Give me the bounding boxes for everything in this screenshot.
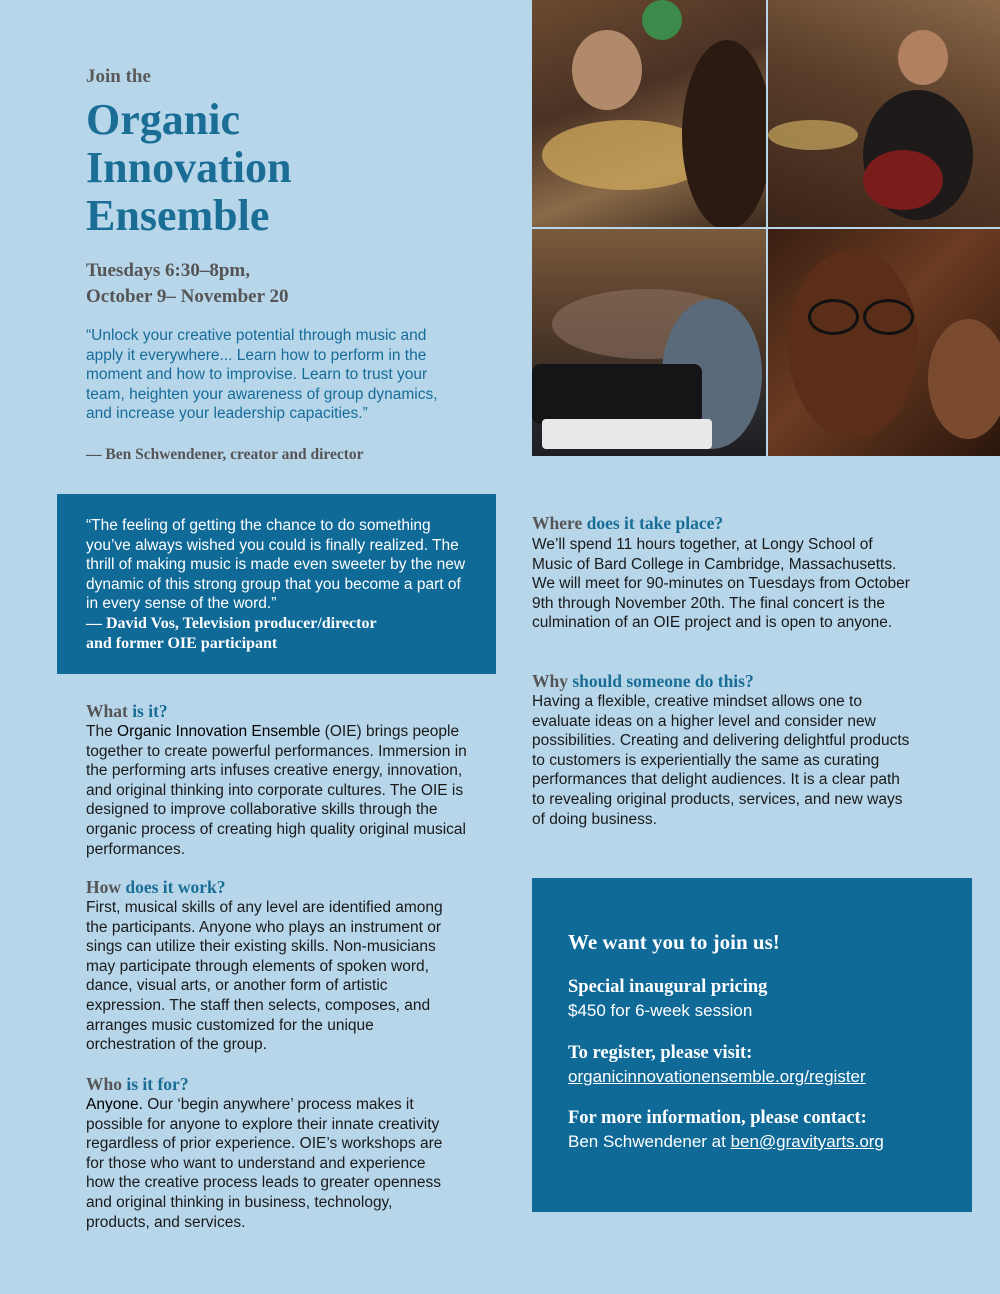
register-link[interactable]: organicinnovationensemble.org/register (568, 1067, 866, 1086)
schedule-line-1: Tuesdays 6:30–8pm, (86, 260, 251, 281)
pricing-text: $450 for 6-week session (568, 1001, 753, 1020)
contact-email-link[interactable]: ben@gravityarts.org (730, 1132, 884, 1151)
section-why-body: Having a flexible, creative mindset allows one to evaluate ideas on a higher level and consider new possibilities. Creating and delivering delightful products to customers is experientially the same as curating performances that delight audiences. It is a clear path to revealing original products, services, and new ways of doing business. (532, 693, 910, 828)
section-how-heading (86, 877, 226, 898)
info-line (568, 1132, 884, 1152)
title-line-1: Organic (86, 95, 240, 144)
register-heading: To register, please visit: (568, 1043, 753, 1063)
section-who-body (86, 1095, 456, 1232)
section-what-heading (86, 701, 168, 722)
photo-bass-player (768, 0, 1000, 227)
photo-collage (532, 0, 1000, 456)
director-quote-attribution: — Ben Schwendener, creator and director (86, 446, 364, 463)
section-how-accent: does it work? (125, 877, 226, 897)
section-what-body-strong: Organic Innovation Ensemble (117, 723, 321, 740)
section-how-body: First, musical skills of any level are identified among the participants. Anyone who plays an instrument or sings can utilize their existing skills. Non-musicians may participate through elements of spoken word, dance, visual arts, or another form of artistic expression. The staff then selects, composes, and arranges music customized for the unique orchestration of the group. (86, 899, 443, 1054)
section-where-accent: does it take place? (586, 513, 724, 533)
section-who-body-post: Our ‘begin anywhere’ process makes it possible for anyone to explore their innate creativity regardless of prior experience. OIE’s workshops are for those who want to understand and experience how the creative process leads to greater openness and original thinking in business, technology, products, and services. (86, 1096, 443, 1231)
intro-label: Join the (86, 66, 151, 87)
schedule (86, 258, 288, 310)
photo-musician-closeup (768, 229, 1000, 456)
testimonial-attribution-line-2: and former OIE participant (86, 635, 278, 652)
section-what-body-pre: The (86, 723, 118, 740)
section-where-body: We’ll spend 11 hours together, at Longy School of Music of Bard College in Cambridge, Massachusetts. We will meet for 90-minutes on Tuesdays from October 9th through November 20th. The final concert is the culmination of an OIE project and is open to anyone. (532, 536, 910, 632)
info-heading: For more information, please contact: (568, 1108, 867, 1128)
section-what-accent: is it? (132, 701, 168, 721)
info-text: Ben Schwendener at (568, 1132, 731, 1151)
section-how-lead: How (86, 877, 121, 897)
section-who-accent: is it for? (126, 1074, 189, 1094)
section-what-body (86, 722, 471, 859)
page-title (86, 96, 516, 240)
title-line-3: Ensemble (86, 191, 270, 240)
section-who-heading (86, 1074, 189, 1095)
director-quote: “Unlock your creative potential through music and apply it everywhere... Learn how to perform in the moment and how to improvise. Learn to trust your team, heighten your awareness of group dynamics, and increase your leadership capacities.” (86, 327, 438, 423)
section-what-lead: What (86, 701, 128, 721)
section-why-heading (532, 671, 754, 692)
photo-drummer-cymbal (532, 0, 766, 227)
section-where-lead: Where (532, 513, 583, 533)
section-why-accent: should someone do this? (572, 671, 754, 691)
section-where-heading (532, 513, 723, 534)
section-who-lead: Who (86, 1074, 122, 1094)
section-who-body-strong: Anyone. (86, 1096, 143, 1113)
section-why-lead: Why (532, 671, 568, 691)
title-line-2: Innovation (86, 143, 292, 192)
testimonial-attribution (86, 614, 486, 654)
schedule-line-2: October 9– November 20 (86, 286, 289, 307)
section-what-body-post: (OIE) brings people together to create powerful performances. Immersion in the performing arts infuses creative energy, innovation, and original thinking into corporate cultures. The OIE is designed to improve collaborative skills through the organic process of creating high quality original musical performances. (86, 723, 467, 858)
testimonial-attribution-line-1: — David Vos, Television producer/director (86, 615, 377, 632)
testimonial-text: “The feeling of getting the chance to do something you’ve always wished you could is finally realized. The thrill of making music is made even sweeter by the new dynamic of this strong group that you become a part of in every sense of the word.” (86, 517, 466, 613)
photo-keyboard-room (532, 229, 766, 456)
cta-heading: We want you to join us! (568, 930, 780, 954)
pricing-heading: Special inaugural pricing (568, 977, 768, 997)
